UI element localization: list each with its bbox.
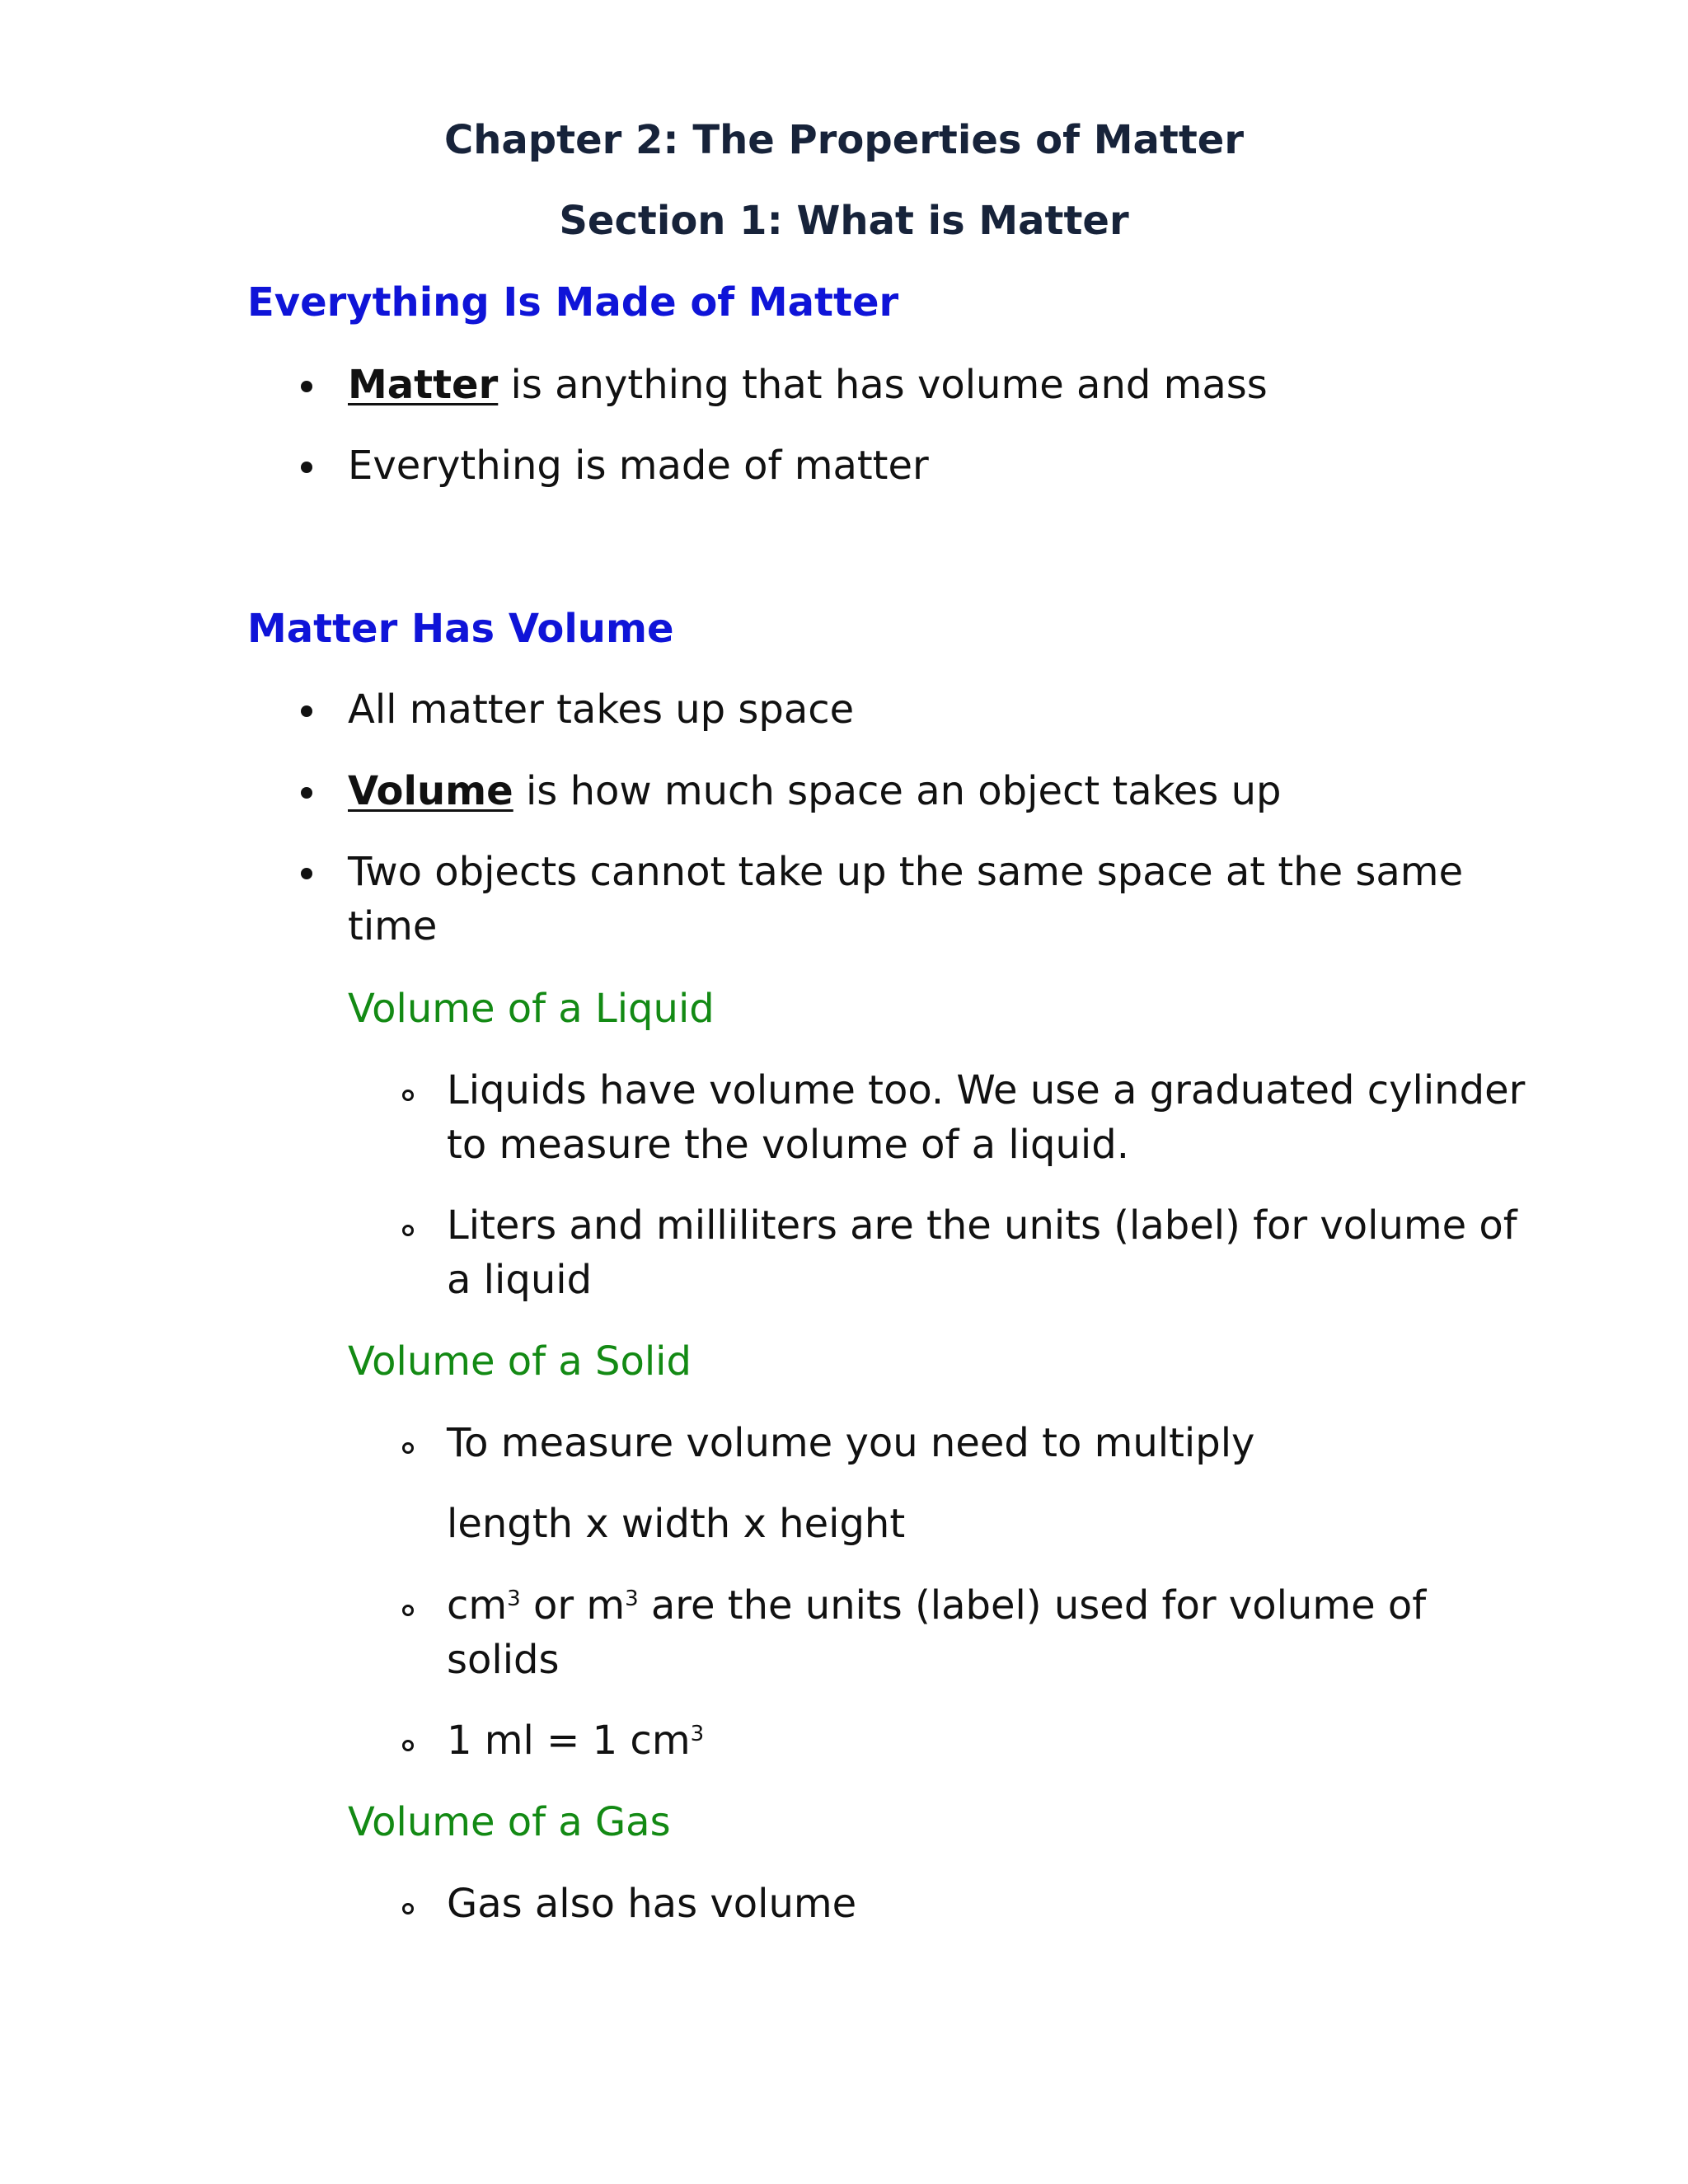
heading-volume-liquid: Volume of a Liquid xyxy=(348,986,715,1032)
heading-matter-has-volume: Matter Has Volume xyxy=(247,606,674,652)
bullet-takes-up-space: All matter takes up space xyxy=(348,687,855,733)
bullet-two-objects-line2: time xyxy=(348,903,438,949)
solid-item1-formula: length x width x height xyxy=(447,1501,906,1547)
liquid-item2-line1: Liters and milliliters are the units (label) for volume of xyxy=(447,1202,1517,1249)
bullet-icon xyxy=(301,787,312,799)
bullet-matter-definition: Matter is anything that has volume and mass xyxy=(348,362,1268,408)
liquid-item2-line2: a liquid xyxy=(447,1257,593,1303)
bullet-icon xyxy=(301,462,312,473)
bullet-volume-definition: Volume is how much space an object takes up xyxy=(348,768,1282,814)
solid-item2-line2: solids xyxy=(447,1637,560,1683)
term-matter: Matter xyxy=(348,362,499,408)
bullet-icon xyxy=(301,705,312,717)
gas-item1: Gas also has volume xyxy=(447,1881,857,1927)
circle-bullet-icon xyxy=(402,1605,414,1616)
section-title: Section 1: What is Matter xyxy=(559,198,1129,244)
circle-bullet-icon xyxy=(402,1740,414,1751)
liquid-item1-line2: to measure the volume of a liquid. xyxy=(447,1122,1129,1168)
heading-volume-solid: Volume of a Solid xyxy=(348,1338,692,1385)
heading-volume-gas: Volume of a Gas xyxy=(348,1799,671,1845)
term-volume: Volume xyxy=(348,768,513,814)
circle-bullet-icon xyxy=(402,1442,414,1454)
solid-item2-line1: $cm^3$ or $m^3$ are the units (label) used for volume of xyxy=(447,1582,1427,1629)
bullet-two-objects-line1: Two objects cannot take up the same space at the same xyxy=(348,849,1464,895)
circle-bullet-icon xyxy=(402,1903,414,1915)
circle-bullet-icon xyxy=(402,1225,414,1236)
heading-everything-is-matter: Everything Is Made of Matter xyxy=(247,279,899,326)
solid-item3: 1 ml = 1 $cm^3$ xyxy=(447,1718,705,1764)
bullet-icon xyxy=(301,381,312,392)
bullet-everything-matter: Everything is made of matter xyxy=(348,443,929,489)
circle-bullet-icon xyxy=(402,1090,414,1101)
solid-item1: To measure volume you need to multiply xyxy=(447,1420,1255,1466)
bullet-icon xyxy=(301,868,312,879)
chapter-title: Chapter 2: The Properties of Matter xyxy=(443,117,1244,163)
liquid-item1-line1: Liquids have volume too. We use a graduated cylinder xyxy=(447,1067,1526,1113)
